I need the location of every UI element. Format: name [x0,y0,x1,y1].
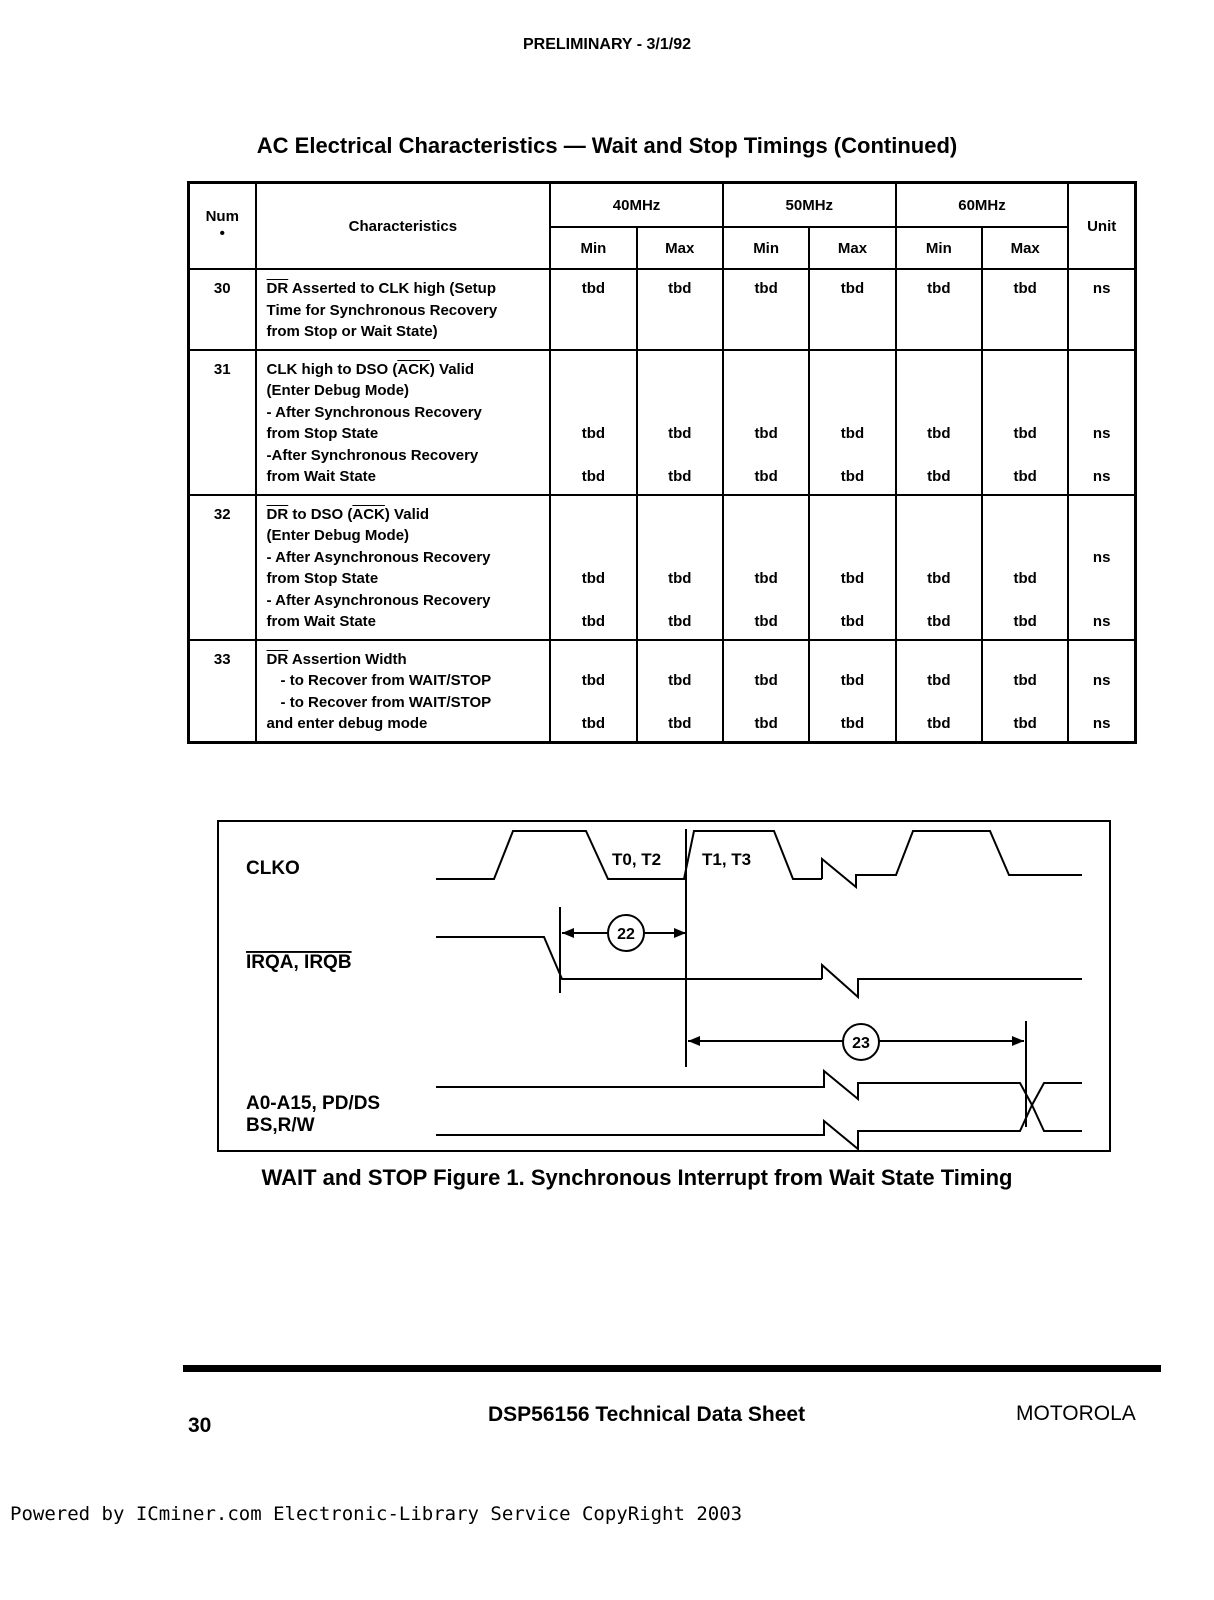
timing-value [724,525,808,547]
powered-by-notice: Powered by ICminer.com Electronic-Library Service CopyRight 2003 [10,1503,743,1525]
timing-value [983,649,1067,671]
unit-value: ns [1092,468,1111,485]
timing-value [897,321,981,343]
characteristic-text: from Stop State [266,570,379,587]
row-value [982,640,1068,743]
header-min: Min [550,227,636,269]
timing-value [724,300,808,322]
timing-value [810,321,894,343]
signal-label-clko: CLKO [246,858,300,879]
unit-value: ns [1092,613,1111,630]
timing-value: tbd [581,468,606,485]
characteristic-text: Assertion Width [288,650,407,668]
row-number: 30 [189,269,256,350]
table-row [189,495,1136,640]
timing-value [724,402,808,424]
row-value [637,495,723,640]
timing-value [897,504,981,526]
unit-value [1069,692,1134,714]
row-value [982,269,1068,350]
timing-value [638,300,722,322]
timing-value [810,380,894,402]
timing-value [638,321,722,343]
timing-value [551,300,635,322]
signal-label-addr-1: A0-A15, PD/DS [246,1093,381,1114]
row-unit [1068,350,1135,495]
timing-value: tbd [927,280,951,297]
timing-value: tbd [1013,468,1037,485]
timing-value [810,649,894,671]
characteristic-line [267,423,544,445]
timing-value: tbd [754,672,778,689]
characteristic-line [267,445,544,467]
row-value [982,495,1068,640]
header-unit: Unit [1068,183,1135,270]
characteristic-text: (Enter Debug Mode) [266,527,410,544]
timing-value: tbd [927,570,951,587]
characteristic-text: CLK high to DSO ( [266,360,398,378]
row-value [637,350,723,495]
characteristic-text: and enter debug mode [266,715,428,732]
characteristic-text: (Enter Debug Mode) [266,382,410,399]
timing-value [638,547,722,569]
table-title: AC Electrical Characteristics — Wait and Stop Timings (Continued) [256,133,958,158]
characteristic-line [267,300,544,322]
timing-value [983,504,1067,526]
timing-value: tbd [1013,672,1037,689]
timing-value [810,525,894,547]
timing-value: tbd [581,613,606,630]
timing-diagram [216,815,1116,1155]
figure-caption: WAIT and STOP Figure 1. Synchronous Interrupt from Wait State Timing [261,1165,1013,1190]
timing-value: tbd [840,280,865,297]
timing-value [551,402,635,424]
timing-value [638,692,722,714]
characteristic-text: ) Valid [384,505,430,523]
timing-value [551,547,635,569]
arrowhead-icon [1012,1036,1024,1046]
timing-value: tbd [668,468,692,485]
row-unit [1068,495,1135,640]
unit-value [1069,649,1134,671]
irq-break-icon [822,965,1082,997]
timing-value [810,300,894,322]
timing-value [551,525,635,547]
timing-value [638,504,722,526]
unit-value [1069,504,1134,526]
characteristic-line [267,359,544,381]
row-value [809,269,895,350]
timing-value [983,692,1067,714]
unit-value: ns [1092,548,1111,566]
timing-value: tbd [754,715,778,732]
timing-value [810,590,894,612]
timing-value [724,547,808,569]
header-num-label: Num [205,208,239,225]
header-group-60mhz: 60MHz [896,183,1069,228]
row-number: 31 [189,350,256,495]
brand-name: MOTOROLA [1016,1402,1136,1425]
timing-value [724,359,808,381]
signal-label-irq: IRQA, IRQB [246,952,352,973]
characteristic-line [267,547,544,569]
timing-value [551,445,635,467]
characteristic-line [267,402,544,424]
timing-value [724,692,808,714]
header-num-mark: • [219,225,225,242]
table-row [189,269,1136,350]
timing-value: tbd [581,672,606,689]
row-unit [1068,269,1135,350]
timing-value [551,590,635,612]
timing-value: tbd [840,715,865,732]
row-characteristic [256,495,551,640]
timing-value [983,445,1067,467]
unit-value [1069,359,1134,381]
timing-value [551,649,635,671]
marker-23-label: 23 [852,1035,870,1052]
row-value [896,495,982,640]
timing-value [897,547,981,569]
timing-value [724,321,808,343]
timing-value [810,692,894,714]
timing-value [724,445,808,467]
header-min: Min [723,227,809,269]
characteristic-text: -After Synchronous Recovery [266,446,479,464]
table-row [189,350,1136,495]
unit-value [1069,380,1134,402]
characteristic-line [267,525,544,547]
row-value [982,350,1068,495]
clko-break-icon [822,859,866,887]
characteristic-text: to DSO ( [288,505,353,523]
timing-value: tbd [840,570,865,587]
unit-value [1069,568,1134,590]
overlined-signal-name: $\overline{DR}$ [266,650,289,668]
row-value [809,350,895,495]
characteristic-text: from Wait State [266,468,376,485]
row-value [550,495,636,640]
characteristic-line [267,321,544,343]
addr-waveform-bottom [436,1105,1082,1149]
header-group-50mhz: 50MHz [723,183,896,228]
timing-value [897,380,981,402]
timing-value [897,402,981,424]
timing-value: tbd [668,715,692,732]
row-value [550,640,636,743]
timing-value: tbd [927,425,951,442]
timing-value: tbd [754,280,778,297]
characteristic-text: Time for Synchronous Recovery [266,301,498,319]
timing-value: tbd [927,672,951,689]
timing-value: tbd [581,280,606,297]
timing-value: tbd [927,715,951,732]
row-value [723,495,809,640]
timing-value: tbd [754,468,778,485]
state-label-t1-t3: T1, T3 [702,850,752,869]
overlined-signal-name: $\overline{ACK}$ [397,360,430,378]
row-value [896,640,982,743]
row-value [809,495,895,640]
characteristic-text: from Stop State [266,425,379,442]
unit-value [1069,321,1134,343]
timing-value: tbd [840,425,865,442]
timing-value [897,649,981,671]
arrowhead-icon [562,928,574,938]
timing-value: tbd [668,613,692,630]
characteristic-line [267,568,544,590]
timing-value [983,380,1067,402]
characteristic-line [267,380,544,402]
characteristic-line [267,504,544,526]
timing-value [551,692,635,714]
characteristic-text: ) Valid [429,360,475,378]
timing-value [638,649,722,671]
row-characteristic [256,269,551,350]
timing-value [551,504,635,526]
arrowhead-icon [688,1036,700,1046]
arrowhead-icon [674,928,686,938]
addr-waveform-top [436,1071,1082,1105]
timing-value: tbd [668,280,692,297]
characteristic-text: - to Recover from WAIT/STOP [280,672,492,689]
timing-value [897,445,981,467]
timing-value: tbd [754,425,778,442]
characteristic-line [267,466,544,488]
timing-value [551,321,635,343]
timing-value [897,692,981,714]
timing-value [638,445,722,467]
preliminary-header: PRELIMINARY - 3/1/92 [522,36,692,53]
timing-value [638,359,722,381]
characteristic-line [267,278,544,300]
row-characteristic [256,640,551,743]
row-value [723,350,809,495]
footer-rule [183,1365,1161,1372]
timing-value: tbd [668,570,692,587]
overlined-signal-name: $\overline{DR}$ [266,505,289,523]
row-characteristic [256,350,551,495]
characteristic-line [267,611,544,633]
row-unit [1068,640,1135,743]
timing-value [983,590,1067,612]
timing-value: tbd [581,715,606,732]
row-value [550,269,636,350]
document-title: DSP56156 Technical Data Sheet [488,1403,806,1426]
timing-value: tbd [668,425,692,442]
row-value [896,269,982,350]
timing-value [897,590,981,612]
unit-value: ns [1092,425,1111,442]
timing-value: tbd [754,570,778,587]
timing-value [724,649,808,671]
timing-value [810,402,894,424]
timing-value [983,321,1067,343]
characteristic-text: Asserted to CLK high (Setup [288,280,496,297]
header-min: Min [896,227,982,269]
characteristic-line [267,590,544,612]
table-row [189,640,1136,743]
page-number: 30 [188,1414,212,1437]
timing-value: tbd [840,468,865,485]
unit-value [1069,525,1134,547]
timing-value [551,380,635,402]
timing-value [983,402,1067,424]
timing-value [983,547,1067,569]
header-characteristics: Characteristics [256,183,551,270]
characteristic-text: - After Synchronous Recovery [266,403,482,421]
row-value [896,350,982,495]
timing-value [638,525,722,547]
unit-value: ns [1092,715,1111,732]
timing-value [897,300,981,322]
row-number: 32 [189,495,256,640]
timing-value: tbd [927,613,951,630]
table-body [189,269,1136,742]
timing-value [897,525,981,547]
unit-value [1069,402,1134,424]
timing-value [897,359,981,381]
timing-value [983,300,1067,322]
row-value [809,640,895,743]
timing-value [724,504,808,526]
unit-value [1069,590,1134,612]
characteristic-line [267,670,544,692]
timing-value [983,525,1067,547]
timing-value [810,547,894,569]
characteristic-text: - After Asynchronous Recovery [266,548,491,566]
unit-value [1069,300,1134,322]
marker-22-label: 22 [617,926,635,943]
state-label-t0-t2: T0, T2 [612,850,662,869]
header-num [189,183,256,270]
timing-value: tbd [927,468,951,485]
row-value [723,640,809,743]
characteristic-text: - After Asynchronous Recovery [266,591,491,609]
timing-value [724,590,808,612]
header-max: Max [637,227,723,269]
timing-value [638,402,722,424]
ac-characteristics-table [187,181,1137,744]
timing-value [810,445,894,467]
signal-label-addr-2: BS,R/W [246,1115,315,1136]
timing-value [810,504,894,526]
row-number: 33 [189,640,256,743]
unit-value: ns [1092,672,1111,689]
row-value [637,269,723,350]
row-value [550,350,636,495]
timing-value [983,359,1067,381]
characteristic-text: - to Recover from WAIT/STOP [280,693,492,711]
characteristic-line [267,649,544,671]
timing-value: tbd [581,570,606,587]
timing-value: tbd [581,425,606,442]
timing-value [638,590,722,612]
timing-value [638,380,722,402]
characteristic-text: from Stop or Wait State) [266,323,438,340]
timing-value: tbd [1013,715,1037,732]
unit-value [1069,445,1134,467]
characteristic-line [267,713,544,735]
header-max: Max [809,227,895,269]
timing-value [551,359,635,381]
characteristic-text: from Wait State [266,613,376,630]
timing-value: tbd [1013,570,1037,587]
overlined-signal-name: $\overline{DR}$ [266,280,289,297]
overlined-signal-name: $\overline{ACK}$ [352,505,385,523]
clko-waveform-after-break [866,831,1082,875]
timing-value: tbd [1013,280,1037,297]
timing-value: tbd [840,672,865,689]
timing-value: tbd [668,672,692,689]
timing-value: tbd [1013,425,1037,442]
timing-value [810,359,894,381]
characteristic-line [267,692,544,714]
timing-value [724,380,808,402]
timing-value: tbd [840,613,865,630]
timing-value: tbd [754,613,778,630]
timing-value: tbd [1013,613,1037,630]
row-value [723,269,809,350]
header-group-40mhz: 40MHz [550,183,723,228]
header-max: Max [982,227,1068,269]
row-value [637,640,723,743]
unit-value: ns [1092,280,1111,297]
